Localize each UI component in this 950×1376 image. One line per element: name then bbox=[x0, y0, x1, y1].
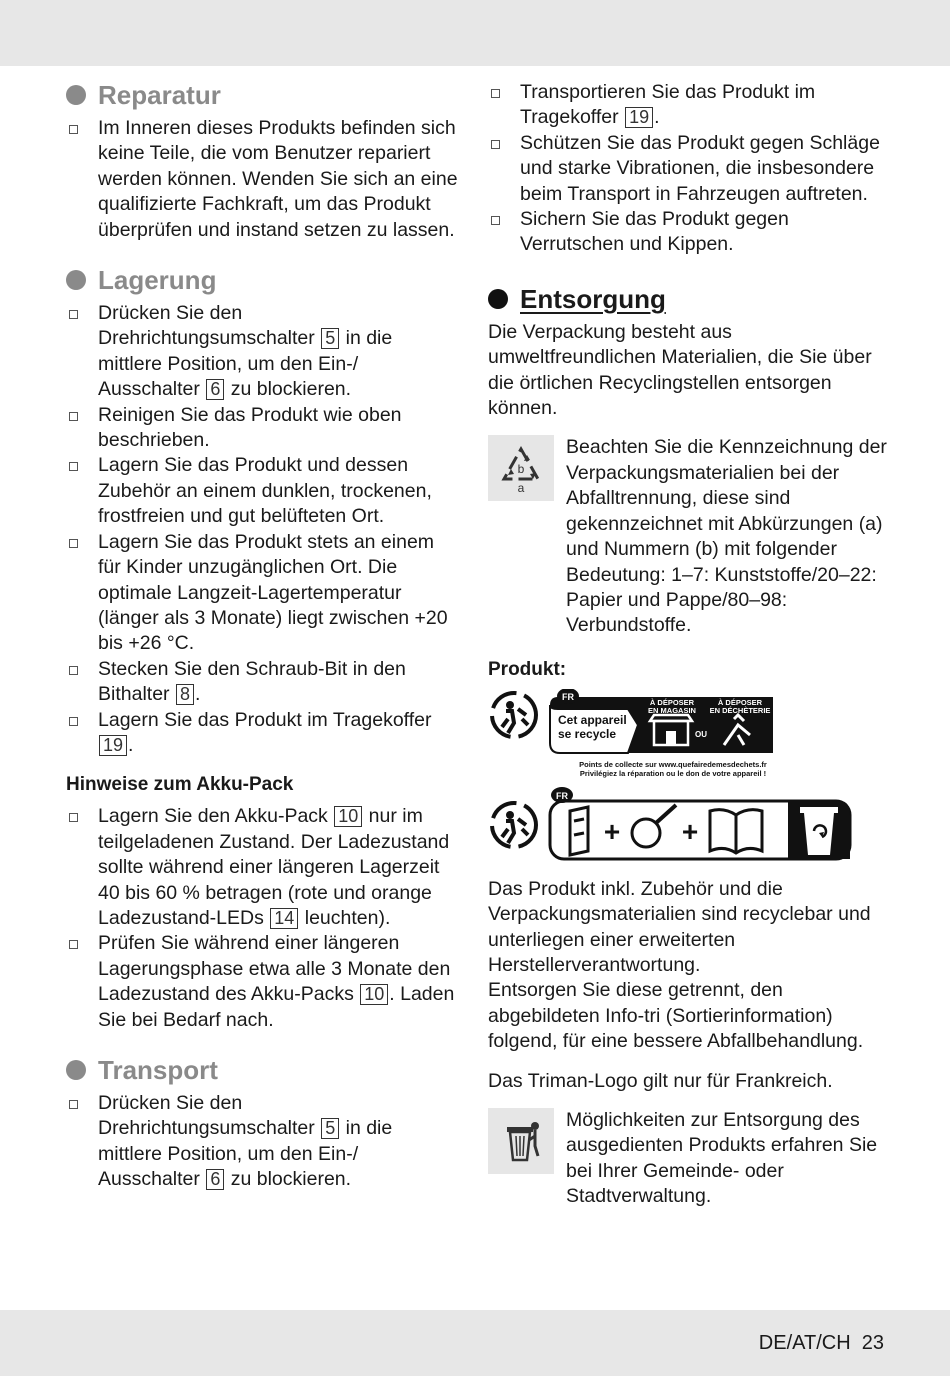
recycle-info-text: Beachten Sie die Kennzeichnung der Verpackungsmaterialien bei der Abfalltrennung, diese sind gekennzeichnet mit Abkürzungen (a) und Nummern (b) mit folgender Bedeutung: 1–7: Kunststoffe/20–22: Papier und Pappe/80–98: Verbundstoffe. bbox=[566, 436, 887, 637]
lagerung-list bbox=[66, 301, 460, 758]
list-item: Lagern Sie den Akku-Pack 10 nur im teilgeladenen Zustand. Der Ladezustand sollte während einer längeren Lagerzeit 40 bis 60 % betragen (rote und orange Ladezustand-LEDs 14 leuchten). bbox=[66, 804, 460, 931]
part-number-ref: 10 bbox=[360, 984, 388, 1005]
part-number-ref: 10 bbox=[334, 806, 362, 827]
section-heading-lagerung bbox=[66, 265, 460, 295]
svg-text:Points de collecte sur www.que: Points de collecte sur www.quefairedemesdechets.fr bbox=[579, 759, 767, 769]
svg-text:a: a bbox=[517, 481, 525, 494]
svg-text:+: + bbox=[603, 815, 621, 847]
part-number-ref: 19 bbox=[625, 107, 653, 128]
checkbox-square-icon bbox=[491, 140, 500, 149]
triman-logo-collection bbox=[488, 689, 778, 779]
heading-text: Transport bbox=[98, 1055, 218, 1085]
checkbox-square-icon bbox=[69, 666, 78, 675]
akku-list bbox=[66, 804, 460, 1033]
part-number-ref: 6 bbox=[206, 379, 224, 400]
bin-info-row bbox=[488, 1108, 888, 1210]
checkbox-square-icon bbox=[491, 89, 500, 98]
svg-text:b: b bbox=[517, 462, 525, 477]
checkbox-square-icon bbox=[69, 125, 78, 134]
triman-note: Das Triman-Logo gilt nur für Frankreich. bbox=[488, 1069, 833, 1092]
list-item: Schützen Sie das Produkt gegen Schläge und starke Vibrationen, die insbesondere beim Transport in Fahrzeugen auftreten. bbox=[488, 131, 888, 207]
bin-info-text: Möglichkeiten zur Entsorgung des ausgedienten Produkts erfahren Sie bei Ihrer Gemeinde- oder Stadtverwaltung. bbox=[566, 1108, 878, 1208]
svg-text:FR: FR bbox=[562, 691, 574, 702]
transport-continued-list bbox=[488, 80, 888, 258]
list-item: Sichern Sie das Produkt gegen Verrutschen und Kippen. bbox=[488, 207, 888, 258]
heading-text: Entsorgung bbox=[520, 283, 666, 314]
product-text-1: Das Produkt inkl. Zubehör und die Verpackungsmaterialien sind recyclebar und unterliegen einer erweiterten Herstellerverantwortung. bbox=[488, 877, 871, 976]
list-item: Transportieren Sie das Produkt im Tragekoffer 19 . bbox=[488, 80, 888, 131]
header-band bbox=[0, 0, 950, 66]
product-text-2: Entsorgen Sie diese getrennt, den abgebildeten Info-tri (Sortierinformation) folgend, für eine bessere Abfallbehandlung. bbox=[488, 979, 864, 1053]
triman-person-icon bbox=[492, 693, 536, 737]
svg-text:OU: OU bbox=[695, 729, 707, 739]
page-number: DE/AT/CH 23 bbox=[758, 1332, 884, 1354]
triman-logo-product bbox=[488, 787, 858, 863]
list-item: Prüfen Sie während einer längeren Lagerungsphase etwa alle 3 Monate den Ladezustand des Akku-Packs 10 . Laden Sie bei Bedarf nach. bbox=[66, 931, 460, 1033]
checkbox-square-icon bbox=[69, 717, 78, 726]
section-heading-entsorgung bbox=[488, 284, 888, 314]
checkbox-square-icon bbox=[69, 462, 78, 471]
triman-person-icon bbox=[492, 803, 536, 847]
list-item: Lagern Sie das Produkt stets an einem für Kinder unzugänglichen Ort. Die optimale Langzeit-Lagertemperatur (länger als 3 Monate) liegt zwischen +20 bis +26 °C. bbox=[66, 530, 460, 657]
right-column bbox=[488, 80, 888, 1210]
list-item: Lagern Sie das Produkt im Tragekoffer 19 . bbox=[66, 708, 460, 759]
svg-text:Privilégiez la réparation ou l: Privilégiez la réparation ou le don de votre appareil ! bbox=[579, 768, 767, 778]
svg-text:EN DÉCHÈTERIE: EN DÉCHÈTERIE bbox=[709, 705, 771, 715]
svg-text:FR: FR bbox=[556, 790, 568, 801]
heading-text: Reparatur bbox=[98, 80, 221, 110]
part-number-ref: 5 bbox=[321, 1118, 339, 1139]
list-item bbox=[66, 116, 460, 243]
svg-text:+: + bbox=[681, 815, 699, 847]
reparatur-list bbox=[66, 116, 460, 243]
list-item: Drücken Sie den Drehrichtungsumschalter 5 in die mittlere Position, um den Ein-/ Ausschalter 6 zu blockieren. bbox=[66, 1091, 460, 1193]
part-number-ref: 6 bbox=[206, 1169, 224, 1190]
checkbox-square-icon bbox=[69, 813, 78, 822]
part-number-ref: 8 bbox=[176, 684, 194, 705]
list-item: Lagern Sie das Produkt und dessen Zubehör an einem dunklen, trockenen, frostfreien und gut belüfteten Ort. bbox=[66, 453, 460, 529]
part-number-ref: 19 bbox=[99, 735, 127, 756]
part-number-ref: 5 bbox=[321, 328, 339, 349]
wheelie-bin-crossed-icon bbox=[488, 1108, 554, 1174]
list-item: Reinigen Sie das Produkt wie oben beschrieben. bbox=[66, 403, 460, 454]
section-heading-reparatur bbox=[66, 80, 460, 110]
checkbox-square-icon bbox=[491, 216, 500, 225]
list-item: Stecken Sie den Schraub-Bit in den Bithalter 8 . bbox=[66, 657, 460, 708]
entsorgung-intro: Die Verpackung besteht aus umweltfreundlichen Materialien, die Sie über die örtlichen Recyclingstellen entsorgen können. bbox=[488, 320, 872, 420]
bullet-dot-icon bbox=[66, 85, 86, 105]
bullet-dot-icon bbox=[66, 1060, 86, 1080]
recycle-triangle-icon bbox=[488, 435, 554, 501]
list-item: Drücken Sie den Drehrichtungsumschalter 5 in die mittlere Position, um den Ein-/ Ausschalter 6 zu blockieren. bbox=[66, 301, 460, 403]
checkbox-square-icon bbox=[69, 539, 78, 548]
svg-text:EN MAGASIN: EN MAGASIN bbox=[648, 705, 696, 715]
checkbox-square-icon bbox=[69, 940, 78, 949]
part-number-ref: 14 bbox=[270, 908, 298, 929]
svg-text:À DÉPOSER: À DÉPOSER bbox=[717, 697, 763, 707]
transport-list bbox=[66, 1091, 460, 1193]
item-text: Im Inneren dieses Produkts befinden sich keine Teile, die vom Benutzer repariert werden können. Wenden Sie sich an eine qualifizierte Fachkraft, um das Produkt überprüfen und instand setzen zu lassen. bbox=[98, 117, 458, 241]
left-column bbox=[66, 80, 460, 1193]
checkbox-square-icon bbox=[69, 310, 78, 319]
subheading-akku: Hinweise zum Akku-Pack bbox=[66, 774, 294, 796]
section-heading-transport bbox=[66, 1055, 460, 1085]
svg-text:se recycle: se recycle bbox=[558, 726, 617, 741]
checkbox-square-icon bbox=[69, 412, 78, 421]
recycle-info-row bbox=[488, 435, 888, 638]
svg-text:Cet appareil: Cet appareil bbox=[558, 712, 627, 727]
checkbox-square-icon bbox=[69, 1100, 78, 1109]
heading-text: Lagerung bbox=[98, 265, 217, 296]
produkt-label: Produkt: bbox=[488, 658, 567, 680]
bullet-dot-icon bbox=[488, 289, 508, 309]
bullet-dot-icon bbox=[66, 270, 86, 290]
svg-text:À DÉPOSER: À DÉPOSER bbox=[649, 697, 695, 707]
